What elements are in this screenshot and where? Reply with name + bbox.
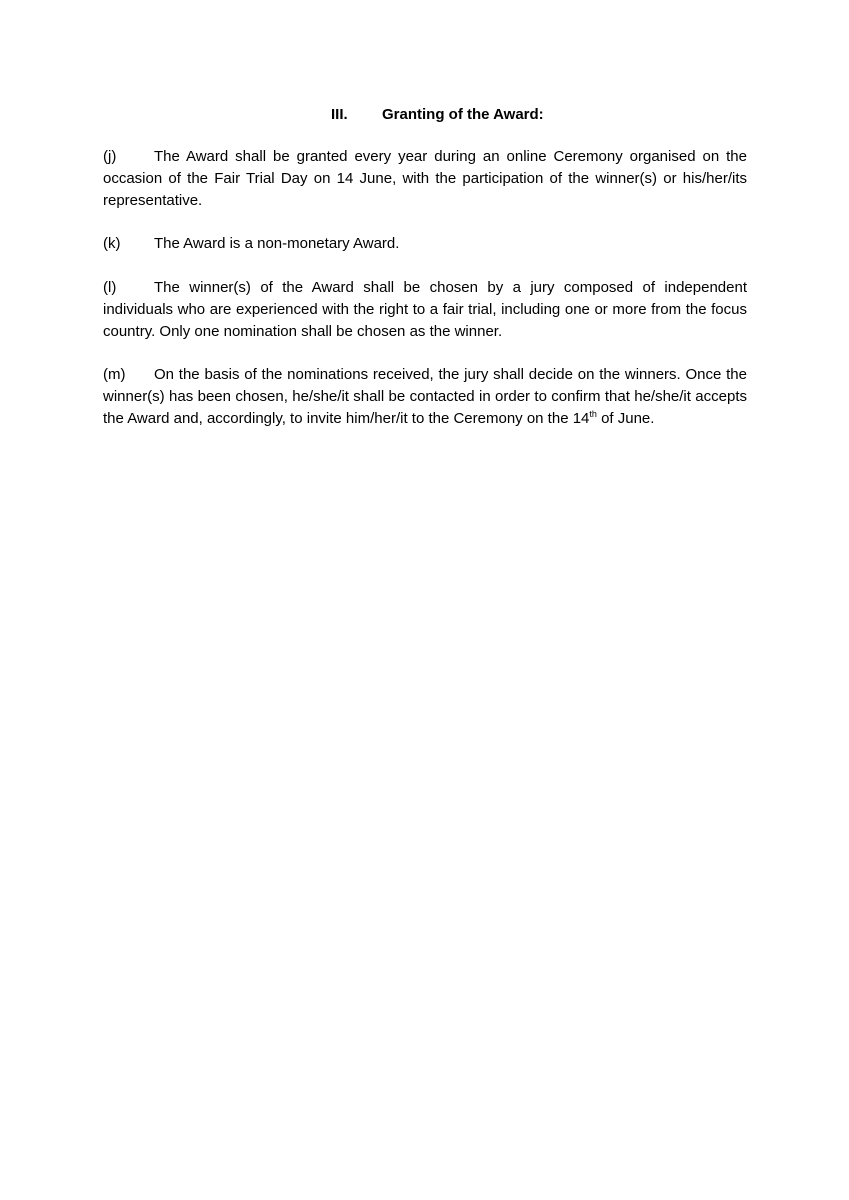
paragraph-k [103,233,747,255]
paragraph-text: The Award shall be granted every year during an online Ceremony organised on the occasion of the Fair Trial Day on 14 June, with the participation of the winner(s) or his/her/its representative. [103,148,747,209]
section-number: III. [331,106,348,123]
paragraph-l [103,277,747,343]
paragraph-marker: (k) [103,235,121,252]
document-body [103,104,747,430]
paragraph-marker: (m) [103,366,126,383]
paragraph-text-end: of June. [596,410,655,427]
paragraph-text: On the basis of the nominations received, the jury shall decide on the winners. Once the winner(s) has been chosen, he/she/it shall be contacted in order to confirm that he/she/it accepts the Award and, accordingly, to invite him/her/it to the Ceremony on the 14 [103,366,747,427]
section-title: Granting of the Award: [382,106,544,123]
paragraph-j [103,146,747,212]
paragraph-text: The Award is a non-monetary Award. [154,235,400,252]
paragraph-m [103,364,747,430]
paragraph-marker: (l) [103,279,117,296]
ordinal-superscript: th [589,409,597,419]
paragraph-marker: (j) [103,148,117,165]
section-heading [103,104,747,126]
paragraph-text: The winner(s) of the Award shall be chosen by a jury composed of independent individuals who are experienced with the right to a fair trial, including one or more from the focus country. Only one nomination shall be chosen as the winner. [103,279,747,340]
